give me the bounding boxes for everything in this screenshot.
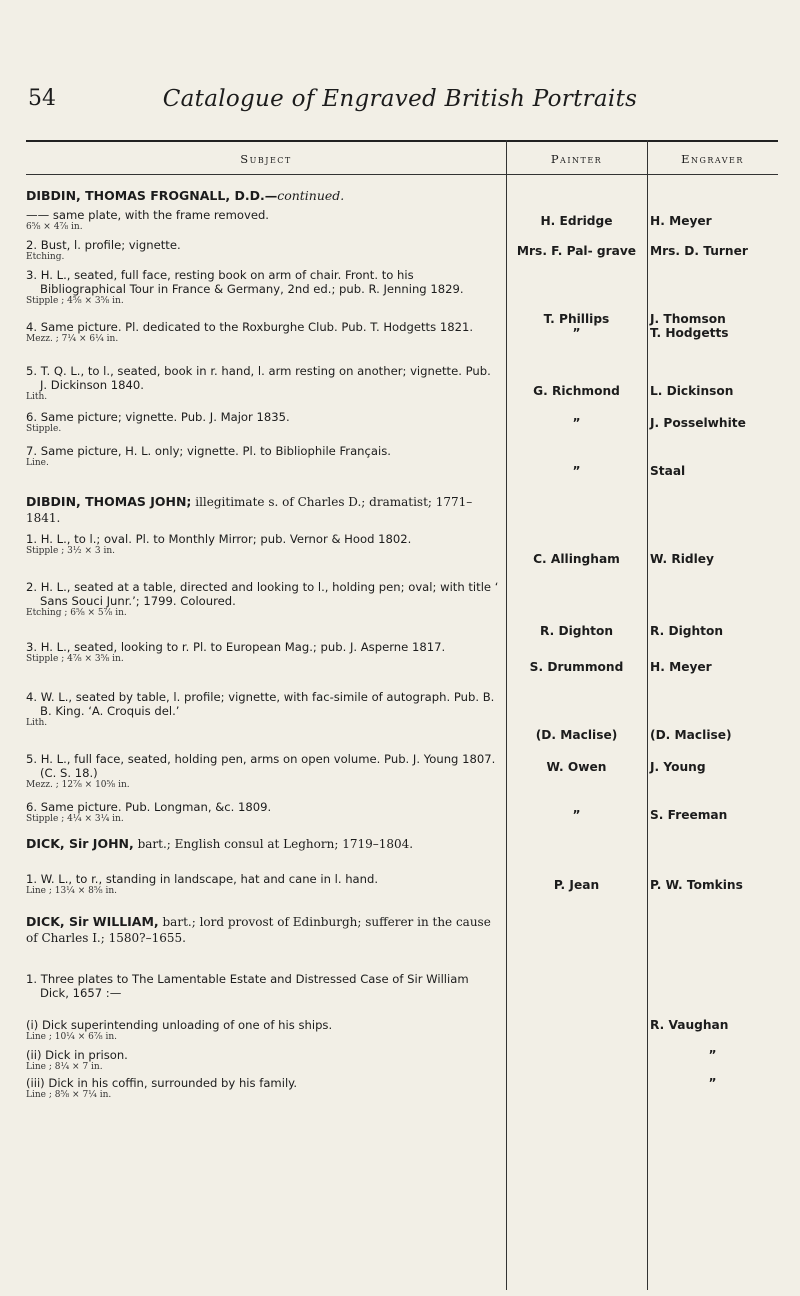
technique-dimensions: Mezz. ; 7¼ × 6¼ in. <box>26 334 119 345</box>
entry-description: 6. Same picture; vignette. Pub. J. Major 1835. <box>26 410 290 424</box>
portrait-entry <box>26 1018 500 1043</box>
painter-name: Mrs. F. Pal- grave <box>516 244 637 258</box>
engraver-name: J. Young <box>650 760 706 774</box>
technique-dimensions: Lith. <box>26 392 48 403</box>
painter-name: (D. Maclise) <box>535 728 618 742</box>
sitter-description: illegitimate s. of Charles D.; dramatist; 1771–1841. <box>26 495 473 525</box>
technique-dimensions: Mezz. ; 12⅞ × 10⅝ in. <box>26 780 130 791</box>
sitter-heading <box>26 494 500 526</box>
engraver-name: Mrs. D. Turner <box>650 244 748 258</box>
engraver-name: H. Meyer <box>650 660 712 674</box>
entry-description: —— same plate, with the frame removed. <box>26 208 269 222</box>
painter-name: ” <box>572 416 581 430</box>
engraver-name: Staal <box>650 464 686 478</box>
entry-description: 6. Same picture. Pub. Longman, &c. 1809. <box>26 800 272 814</box>
painter-name: ” <box>572 326 581 340</box>
entry-description: 1. Three plates to The Lamentable Estate and Distressed Case of Sir William Dick, 1657 :— <box>26 972 469 1001</box>
entry-description: 4. Same picture. Pl. dedicated to the Roxburghe Club. Pub. T. Hodgetts 1821. <box>26 320 474 334</box>
painter-name: ” <box>572 808 581 822</box>
painter-name: W. Owen <box>546 760 607 774</box>
entry-description: 2. Bust, l. profile; vignette. <box>26 238 181 252</box>
entry-description: (iii) Dick in his coffin, surrounded by his family. <box>26 1076 298 1090</box>
portrait-entry <box>26 752 500 791</box>
painter-name: R. Dighton <box>539 624 614 638</box>
engraver-name: T. Hodgetts <box>650 326 729 340</box>
painter-name: P. Jean <box>553 878 600 892</box>
portrait-entry <box>26 1076 500 1101</box>
portrait-entry <box>26 800 500 825</box>
engraver-name: J. Posselwhite <box>650 416 746 430</box>
running-title: Catalogue of Engraved British Portraits <box>162 86 638 112</box>
entry-description: 1. H. L., to l.; oval. Pl. to Monthly Mirror; pub. Vernor & Hood 1802. <box>26 532 412 546</box>
portrait-entry <box>26 410 500 435</box>
engraver-name: S. Freeman <box>650 808 728 822</box>
sitter-name: DIBDIN, THOMAS JOHN; <box>26 494 192 509</box>
portrait-entry <box>26 444 500 469</box>
engraver-name: (D. Maclise) <box>650 728 732 742</box>
sitter-description: bart.; English consul at Leghorn; 1719–1804. <box>133 837 414 851</box>
sitter-description: bart.; lord provost of Edinburgh; sufferer in the cause of Charles I.; 1580?–1655. <box>26 915 491 945</box>
technique-dimensions: Lith. <box>26 718 48 729</box>
entry-description: 7. Same picture, H. L. only; vignette. Pl. to Bibliophile Français. <box>26 444 391 458</box>
painter-name: T. Phillips <box>543 312 610 326</box>
painter-name: S. Drummond <box>529 660 624 674</box>
portrait-entry <box>26 238 500 263</box>
portrait-entry <box>26 208 500 233</box>
portrait-entry <box>26 268 500 307</box>
entry-description: 3. H. L., seated, looking to r. Pl. to European Mag.; pub. J. Asperne 1817. <box>26 640 446 654</box>
engraver-name: R. Dighton <box>650 624 724 638</box>
technique-dimensions: Line ; 8¼ × 7 in. <box>26 1062 103 1073</box>
engraver-name: P. W. Tomkins <box>650 878 743 892</box>
technique-dimensions: 6⅝ × 4⅞ in. <box>26 222 83 233</box>
portrait-entry <box>26 972 500 1000</box>
engraver-name: H. Meyer <box>650 214 712 228</box>
entry-description: 5. H. L., full face, seated, holding pen, arms on open volume. Pub. J. Young 1807. (C. S. 18.) <box>26 752 496 781</box>
portrait-entry <box>26 1048 500 1073</box>
column-divider <box>647 140 648 1290</box>
entry-description: 4. W. L., seated by table, l. profile; vignette, with fac-simile of autograph. Pub. B. B. King. ‘A. Croquis del.’ <box>26 690 495 719</box>
engraver-name: L. Dickinson <box>650 384 734 398</box>
portrait-entry <box>26 364 500 403</box>
portrait-entry <box>26 580 500 619</box>
sitter-heading <box>26 836 500 852</box>
entry-description: 5. T. Q. L., to l., seated, book in r. hand, l. arm resting on another; vignette. Pub. J. Dickinson 1840. <box>26 364 491 393</box>
painter-column-heading: Painter <box>550 152 603 166</box>
entry-description: 3. H. L., seated, full face, resting book on arm of chair. Front. to his Bibliographical Tour in France & Germany, 2nd ed.; pub. R. Jenning 1829. <box>26 268 464 297</box>
portrait-entry <box>26 640 500 665</box>
sitter-description: continued. <box>277 188 345 203</box>
sitter-name: DICK, Sir WILLIAM, <box>26 914 159 929</box>
engraver-column-heading: Engraver <box>681 152 744 166</box>
engraver-name: J. Thomson <box>650 312 726 326</box>
technique-dimensions: Line ; 10¼ × 6⅞ in. <box>26 1032 118 1043</box>
technique-dimensions: Line. <box>26 458 49 469</box>
top-rule <box>26 140 778 142</box>
painter-name: G. Richmond <box>533 384 620 398</box>
sitter-heading <box>26 914 500 946</box>
portrait-entry <box>26 532 500 557</box>
painter-name: C. Allingham <box>533 552 620 566</box>
entry-description: 2. H. L., seated at a table, directed and looking to l., holding pen; oval; with title ‘ Sans Souci Junr.’; 1799. Coloured. <box>26 580 499 609</box>
sitter-name: DICK, Sir JOHN, <box>26 836 134 851</box>
portrait-entry <box>26 872 500 897</box>
engraver-name: R. Vaughan <box>650 1018 729 1032</box>
technique-dimensions: Stipple ; 3½ × 3 in. <box>26 546 115 557</box>
subject-column-heading: Subject <box>240 152 292 166</box>
sitter-heading <box>26 188 500 204</box>
technique-dimensions: Stipple ; 4⅞ × 3⅝ in. <box>26 654 124 665</box>
painter-name: H. Edridge <box>540 214 613 228</box>
technique-dimensions: Stipple ; 4⅝ × 3⅝ in. <box>26 296 124 307</box>
technique-dimensions: Stipple ; 4¼ × 3¼ in. <box>26 814 124 825</box>
engraver-name: ” <box>708 1048 717 1062</box>
technique-dimensions: Stipple. <box>26 424 62 435</box>
technique-dimensions: Line ; 8⅝ × 7¼ in. <box>26 1090 112 1101</box>
technique-dimensions: Line ; 13¼ × 8⅝ in. <box>26 886 118 897</box>
entry-description: (i) Dick superintending unloading of one of his ships. <box>26 1018 333 1032</box>
entry-description: 1. W. L., to r., standing in landscape, hat and cane in l. hand. <box>26 872 379 886</box>
portrait-entry <box>26 320 500 345</box>
painter-name: ” <box>572 464 581 478</box>
portrait-entry <box>26 690 500 729</box>
page-number: 54 <box>28 86 56 111</box>
engraver-name: ” <box>708 1076 717 1090</box>
engraver-name: W. Ridley <box>650 552 714 566</box>
heading-rule <box>26 174 778 175</box>
technique-dimensions: Etching ; 6⅝ × 5⅞ in. <box>26 608 127 619</box>
entry-description: (ii) Dick in prison. <box>26 1048 128 1062</box>
technique-dimensions: Etching. <box>26 252 65 263</box>
sitter-name: DIBDIN, THOMAS FROGNALL, D.D.— <box>26 188 278 203</box>
